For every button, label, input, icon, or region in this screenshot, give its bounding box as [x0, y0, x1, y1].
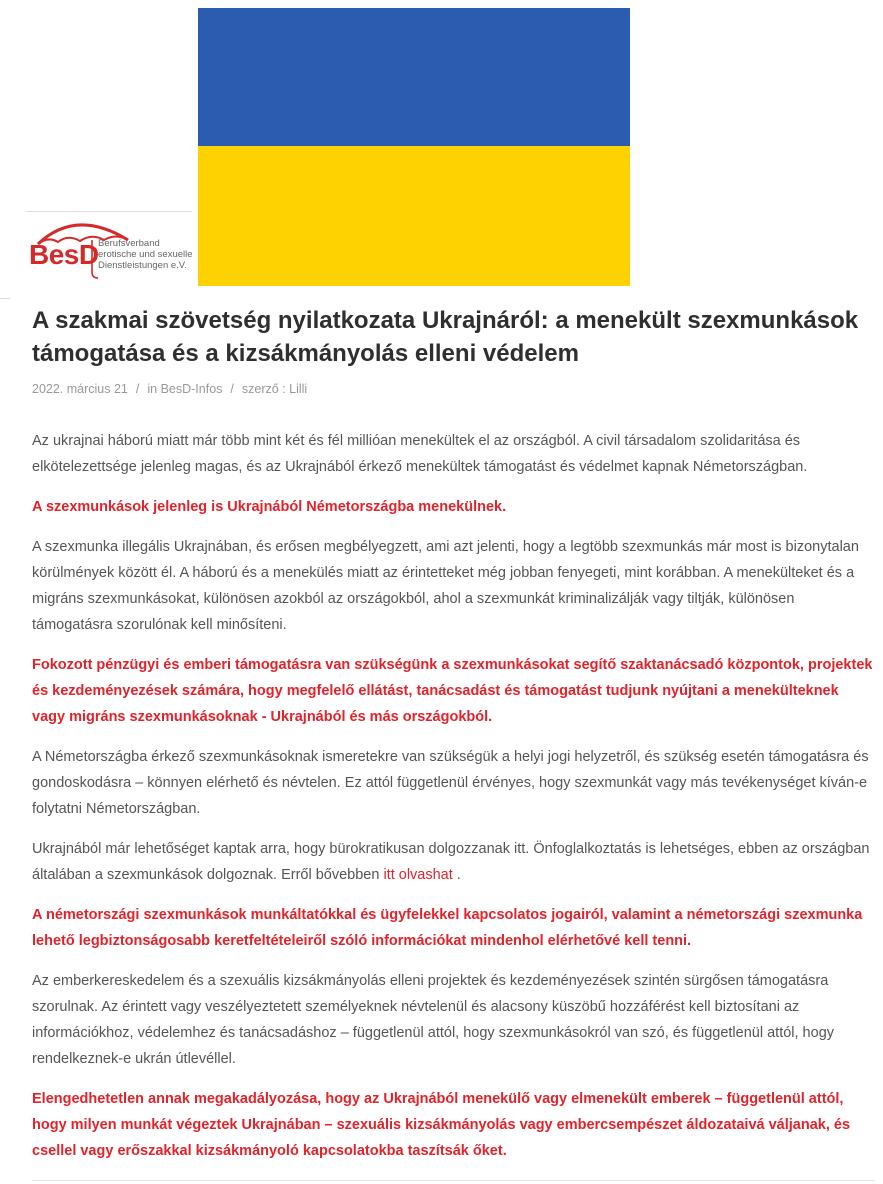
article-meta: [32, 382, 307, 396]
flag-blue-stripe: [198, 8, 630, 146]
logo-tagline-line: Berufsverband: [98, 238, 160, 249]
logo-wordmark: BesD: [29, 239, 99, 270]
logo-tagline-line: Dienstleistungen e.V.: [98, 260, 187, 271]
body-paragraph: A szexmunka illegális Ukrajnában, és erősen megbélyegzett, ami azt jelenti, hogy a legtöbb szexmunkás már most is bizonytalan körülmények között él. A háború és a menekülés miatt az érintetteket még jobban fenyegeti, mint korábban. A menekülteket és a migráns szexmunkásokat, különösen azokból az országokból, ahol a szexmunkát kriminalizálják vagy tiltják, különösen támogatásra szorulónak kell minősíteni.: [32, 539, 859, 633]
highlighted-paragraph: Fokozott pénzügyi és emberi támogatásra van szükségünk a szexmunkásokat segítő szaktanácsadó központok, projektek és kezdeményezések számára, hogy megfelelő ellátást, tanácsadást és támogatást tudjunk nyújtani a menekülteknek vagy migráns szexmunkásoknak - Ukrajnából és más országokból.: [32, 657, 873, 725]
logo-tagline: [98, 238, 193, 271]
meta-separator: /: [230, 382, 234, 396]
body-paragraph: Az ukrajnai háború miatt már több mint két és fél millióan menekültek el az országból. A civil társadalom szolidaritása és elkötelezettsége jelenleg magas, és az Ukrajnából érkező menekültek támogatást és védelmet kapnak Németországban.: [32, 433, 808, 475]
besd-logo[interactable]: [28, 214, 198, 280]
meta-separator: /: [135, 382, 140, 396]
article-body: [32, 428, 875, 1178]
post-date: 2022. március 21: [32, 382, 128, 396]
body-paragraph: A Németországba érkező szexmunkásoknak ismeretekre van szükségük a helyi jogi helyzetről, és szükség esetén támogatásra és gondoskodásra – könnyen elérhető és névtelen. Ez attól függetlenül érvényes, hogy szexmunkát vagy más tevékenységet kíván-e folytatni Németországban.: [32, 749, 869, 817]
body-paragraph-with-link: [32, 836, 875, 888]
highlighted-paragraph: A szexmunkások jelenleg is Ukrajnából Németországba menekülnek.: [32, 499, 507, 515]
ukraine-flag-image: [198, 8, 630, 286]
post-author[interactable]: szerző : Lilli: [241, 382, 308, 396]
logo-divider: [26, 211, 192, 212]
read-more-link[interactable]: itt olvashat: [383, 867, 453, 883]
left-edge-divider: [0, 298, 10, 299]
highlighted-paragraph: A németországi szexmunkások munkáltatókkal és ügyfelekkel kapcsolatos jogairól, valamint a németországi szexmunka lehető legbiztonságosabb keretfeltételeiről szóló információkat mindenhol elérhetővé kell tenni.: [32, 907, 863, 949]
paragraph-text: Ukrajnából már lehetőséget kaptak arra, hogy bürokratikusan dolgozzanak itt. Önfoglalkoztatás is lehetséges, ebben az országban általában a szexmunkások dolgoznak. Erről bővebben: [32, 841, 870, 883]
body-paragraph: Az emberkereskedelem és a szexuális kizsákmányolás elleni projektek és kezdeményezések szintén sürgősen támogatásra szorulnak. Az érintett vagy veszélyeztetett személyeknek névtelenül és alacsony küszöbű hozzáférést kell biztosítani az információkhoz, védelemhez és tanácsadáshoz – függetlenül attól, hogy szexmunkásokról van szó, és függetlenül attól, hogy rendelkeznek-e ukrán útlevéllel.: [32, 973, 835, 1067]
bottom-divider: [32, 1180, 875, 1181]
post-category-link[interactable]: in BesD-Infos: [147, 382, 223, 396]
article-title: A szakmai szövetség nyilatkozata Ukrajnáról: a menekült szexmunkások támogatása és a kizsákmányolás elleni védelem: [32, 307, 859, 367]
logo-tagline-line: erotische und sexuelle: [98, 249, 193, 260]
flag-yellow-stripe: [198, 146, 630, 286]
highlighted-paragraph: Elengedhetetlen annak megakadályozása, hogy az Ukrajnából menekülő vagy elmenekült emberek – függetlenül attól, hogy milyen munkát végeztek Ukrajnában – szexuális kizsákmányolás vagy embercsempészet áldozataivá váljanak, és csellel vagy erőszakkal kizsákmányoló kapcsolatokba taszítsák őket.: [32, 1091, 851, 1159]
paragraph-end: .: [452, 867, 461, 883]
